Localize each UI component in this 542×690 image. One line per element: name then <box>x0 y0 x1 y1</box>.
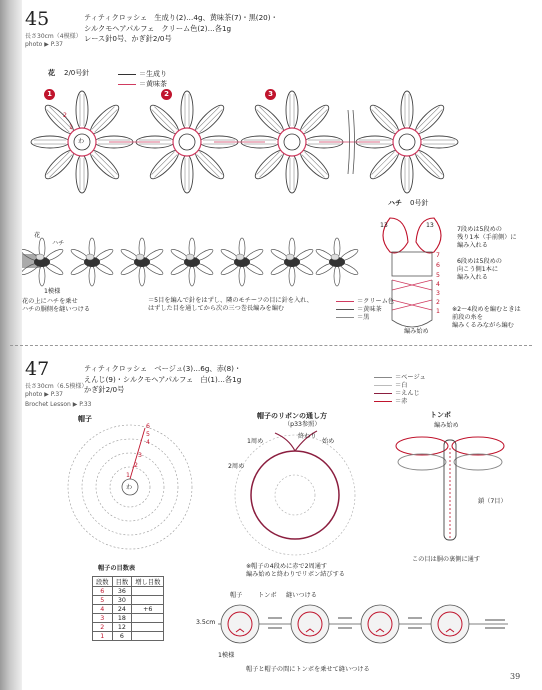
assembly-note-47: 帽子と帽子の間にトンボを乗せて縫いつける <box>246 666 370 673</box>
table-cell <box>132 587 164 596</box>
table-cell <box>132 623 164 632</box>
table-cell: 1 <box>93 632 113 641</box>
assembly-label-sew: 縫いつける <box>286 592 317 599</box>
table-header-cell: 目数 <box>112 577 132 587</box>
assembly-height: 3.5cm <box>196 619 216 626</box>
table-cell: 36 <box>112 587 132 596</box>
tombo-start: 編み始め <box>434 422 459 429</box>
bee-round-2: 2 <box>436 299 440 306</box>
hat-round-6: 6 <box>146 423 150 430</box>
tombo-chain-label: 鎖（7目） <box>478 498 507 505</box>
size-note-47: 長さ30cm（6.5模様） <box>25 383 88 390</box>
pattern-repeat-start-47: 1模様 <box>218 652 235 659</box>
step-badge-3: 3 <box>265 89 276 100</box>
ribbon-title: 帽子のリボンの通し方 <box>257 412 327 420</box>
hat-round-2: 2 <box>134 462 138 469</box>
stitch-count-table <box>92 576 164 641</box>
bee-wing-label-left: 13 <box>380 222 388 229</box>
table-header-row <box>93 577 164 587</box>
ribbon-threading-diagram <box>225 430 365 560</box>
pattern-number-45: 45 <box>25 8 50 30</box>
table-header-cell: 増し目数 <box>132 577 164 587</box>
tombo-note: この目は胴の裏側に通す <box>412 556 481 563</box>
table-row <box>93 614 164 623</box>
materials-45: ティティクロッシェ 生成り(2)…4g、黄味茶(7)・黒(20)・ シルクモヘアパルフェ クリーム色(2)…各1g レース針0号、かぎ針2/0号 <box>84 13 278 43</box>
assembly-label-hat: 帽子 <box>230 592 243 599</box>
bee-notes-bottom: ※2〜4段めを編むときは 前段の糸を 編みくるみながら編む <box>452 306 521 329</box>
hat-crochet-chart <box>55 420 210 560</box>
step-badge-1: 1 <box>44 89 55 100</box>
assembly-label-hachi: ハチ <box>52 240 65 247</box>
materials-47: ティティクロッシェ ベージュ(3)…6g、赤(8)・ えんじ(9)・シルクモヘアパルフェ 白(1)…各1g かぎ針2/0号 <box>84 364 242 394</box>
pattern-repeat-start-45: 1模様 <box>44 288 61 295</box>
legend-kinari: ＝生成り <box>118 69 167 79</box>
hat-round-5: 5 <box>146 431 150 438</box>
howto-ref-47: Brochet Lesson ▶ P.33 <box>25 401 92 408</box>
flower-hook: 2/0号針 <box>64 69 90 77</box>
photo-ref-47: photo ▶ P.37 <box>25 391 63 398</box>
ribbon-ref: （p33参照） <box>284 421 321 428</box>
page-number: 39 <box>510 672 521 681</box>
hat-dragonfly-chain-diagram <box>218 600 508 650</box>
assembly-label-hana: 花 <box>34 232 41 239</box>
flower-center-wa: わ <box>78 138 85 145</box>
table-cell: 5 <box>93 596 113 605</box>
step-badge-2: 2 <box>161 89 172 100</box>
table-row <box>93 632 164 641</box>
table-row <box>93 596 164 605</box>
ribbon-round-1: 1周め <box>247 438 264 445</box>
pattern-number-47: 47 <box>25 358 50 380</box>
bee-round-4: 4 <box>436 281 440 288</box>
table-cell: 24 <box>112 605 132 614</box>
table-cell: 2 <box>93 623 113 632</box>
hat-center-wa: わ <box>126 484 133 491</box>
bee-hook: 0号針 <box>410 199 429 207</box>
hat-round-3: 3 <box>138 452 142 459</box>
table-cell: 3 <box>93 614 113 623</box>
stitch-table-title: 帽子の目数表 <box>98 565 136 572</box>
flower-title: 花 <box>48 69 55 77</box>
table-cell: 12 <box>112 623 132 632</box>
table-row <box>93 605 164 614</box>
bee-round-5: 5 <box>436 272 440 279</box>
dragonfly-crochet-chart <box>392 428 512 548</box>
table-cell: 30 <box>112 596 132 605</box>
join-instruction: ＝5目を編んで針をはずし、隣のモチーフの目に針を入れ、 はずした目を通してから次の三つ巻長編みを編む <box>148 297 313 312</box>
hat-motif <box>221 605 259 643</box>
table-cell: 6 <box>93 587 113 596</box>
flower-round-1: 1 <box>69 124 73 131</box>
hat-title: 帽子 <box>78 415 92 423</box>
legend-kimicha: ＝黄味茶 <box>118 79 167 89</box>
ribbon-start: 始め <box>322 438 335 445</box>
assembly-note-45: 花の上にハチを乗せ ハチの胴側を縫いつける <box>22 298 91 313</box>
bee-round-6: 6 <box>436 262 440 269</box>
flower-motif-diagrams <box>22 90 522 200</box>
photo-ref-45: photo ▶ P.37 <box>25 41 63 48</box>
assembly-label-tombo: トンボ <box>258 592 277 599</box>
ribbon-round-2: 2周め <box>228 463 245 470</box>
hat-round-1: 1 <box>126 472 130 479</box>
tombo-title: トンボ <box>430 411 451 419</box>
bee-flower-chain-diagram <box>22 232 362 292</box>
flower-round-2: 2 <box>63 112 67 119</box>
table-cell: 18 <box>112 614 132 623</box>
bee-round-1: 1 <box>436 308 440 315</box>
bee-wing-label-right: 13 <box>426 222 434 229</box>
bee-notes-top: 7段めは5段めの 残り1本（手前側）に 編み入れる 6段めは5段めの 向こう側1本に 編み入れる <box>457 226 517 281</box>
table-cell: 6 <box>112 632 132 641</box>
table-row <box>93 623 164 632</box>
section-divider <box>10 345 532 346</box>
table-cell <box>132 596 164 605</box>
size-note-45: 長さ30cm（4模様） <box>25 33 82 40</box>
table-row <box>93 587 164 596</box>
table-cell <box>132 614 164 623</box>
legend-47: ＝ベージュ ＝白 ＝えんじ ＝赤 <box>374 374 426 406</box>
bee-start-label: 編み始め <box>404 328 429 335</box>
table-cell: +6 <box>132 605 164 614</box>
ribbon-end: 終わり <box>298 433 317 440</box>
table-cell <box>132 632 164 641</box>
bee-round-7: 7 <box>436 252 440 259</box>
table-header-cell: 段数 <box>93 577 113 587</box>
bee-legend: ＝クリーム色 ＝黄味茶 ＝黒 <box>336 298 394 322</box>
bee-round-3: 3 <box>436 290 440 297</box>
hat-round-4: 4 <box>146 439 150 446</box>
table-cell: 4 <box>93 605 113 614</box>
bee-title: ハチ <box>388 199 402 207</box>
ribbon-note: ※帽子の4段めに赤で2周通す 編み始めと終わりでリボン結びする <box>246 563 345 578</box>
